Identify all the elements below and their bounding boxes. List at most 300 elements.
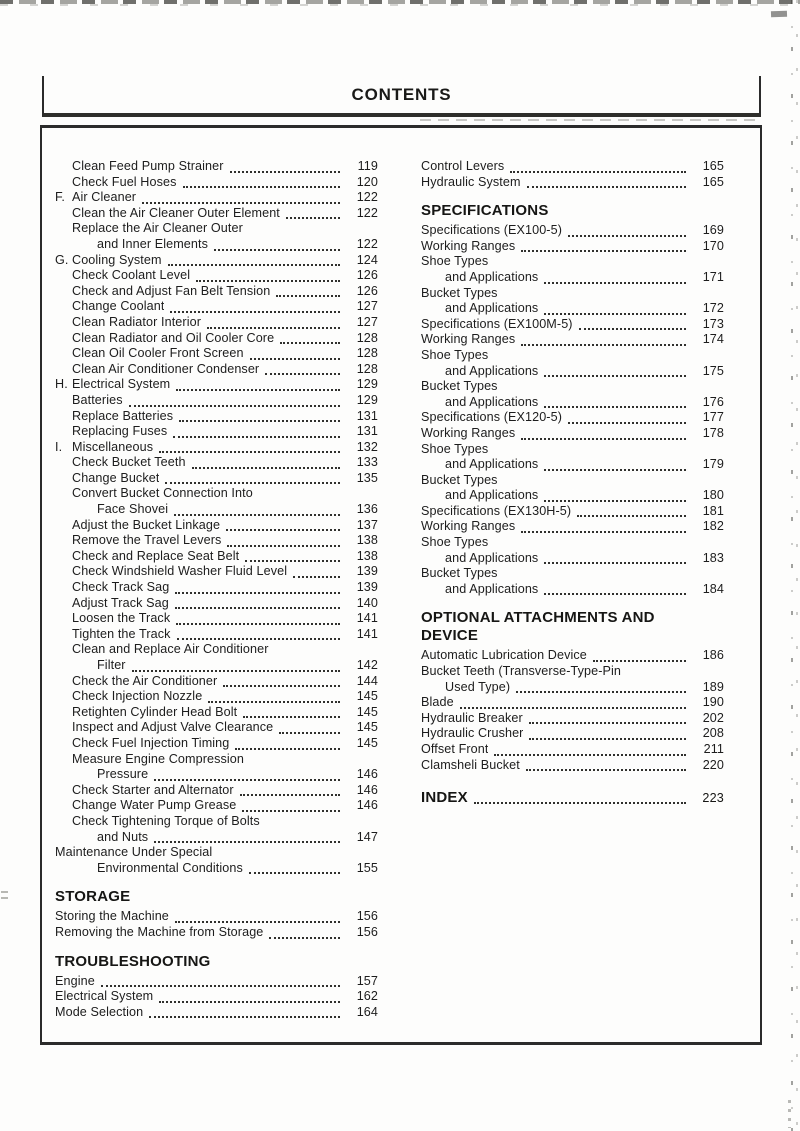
- toc-entry: [55, 424, 378, 440]
- dot-leader: [175, 592, 340, 594]
- toc-entry: [55, 268, 378, 284]
- page-number: 138: [356, 548, 378, 563]
- toc-entry: [55, 1005, 378, 1021]
- dot-leader: [230, 171, 340, 173]
- toc-entry: [55, 861, 378, 877]
- page-number: 146: [356, 767, 378, 782]
- dot-leader: [227, 545, 340, 547]
- toc-entry: [421, 473, 724, 489]
- toc-entry: [55, 658, 378, 674]
- page-number: 145: [356, 735, 378, 750]
- entry-title: Working Ranges: [421, 425, 516, 440]
- entry-title: Shoe Types: [421, 347, 489, 362]
- entry-title: Hydraulic Crusher: [421, 726, 524, 741]
- page-number: 190: [702, 695, 724, 710]
- dot-leader: [521, 344, 686, 346]
- page-number: 179: [702, 457, 724, 472]
- dot-leader: [192, 467, 340, 469]
- toc-entry: [421, 457, 724, 473]
- dot-leader: [527, 186, 686, 188]
- dot-leader: [544, 593, 686, 595]
- entry-title: Check Windshield Washer Fluid Level: [72, 564, 288, 579]
- toc-entry: [55, 627, 378, 643]
- page-number: 181: [702, 503, 724, 518]
- dot-leader: [544, 282, 686, 284]
- toc-entry: [55, 471, 378, 487]
- toc-entry: [421, 286, 724, 302]
- toc-entry: [421, 680, 724, 696]
- entry-title: Hydraulic Breaker: [421, 710, 523, 725]
- page-number: 144: [356, 673, 378, 688]
- toc-entry: [55, 486, 378, 502]
- toc-entry: [55, 299, 378, 315]
- entry-title: and Applications: [445, 394, 539, 409]
- entry-title: Electrical System: [55, 989, 154, 1004]
- page-number: 156: [356, 924, 378, 939]
- entry-letter: G.: [55, 252, 69, 267]
- page-number: 145: [356, 704, 378, 719]
- page-number: 128: [356, 330, 378, 345]
- entry-title: and Applications: [445, 269, 539, 284]
- entry-title: Clean and Replace Air Conditioner: [72, 642, 269, 657]
- page-number: 172: [702, 301, 724, 316]
- dot-leader: [208, 701, 340, 703]
- dot-leader: [544, 406, 686, 408]
- entry-title: Clean the Air Cleaner Outer Element: [72, 205, 280, 220]
- entry-title: Used Type): [445, 679, 511, 694]
- dot-leader: [579, 328, 686, 330]
- page-number: 186: [702, 648, 724, 663]
- toc-entry: [421, 332, 724, 348]
- page-number: 165: [702, 159, 724, 173]
- entry-title: and Applications: [445, 550, 539, 565]
- entry-title: Specifications (EX130H-5): [421, 503, 572, 518]
- page-number: 140: [356, 595, 378, 610]
- dot-leader: [196, 280, 340, 282]
- dot-leader: [250, 358, 340, 360]
- entry-title: Clean Radiator Interior: [72, 314, 201, 329]
- contents-box: [40, 125, 762, 1045]
- page-number: 176: [702, 394, 724, 409]
- scan-artifact-right-edge-2: [796, 0, 798, 1131]
- dot-leader: [165, 482, 340, 484]
- page-number: 133: [356, 455, 378, 470]
- toc-entry: [55, 159, 378, 175]
- dot-leader: [494, 754, 686, 756]
- entry-title: Specifications (EX100-5): [421, 223, 562, 238]
- dot-leader: [249, 872, 340, 874]
- page-number: 146: [356, 798, 378, 813]
- page-number: 157: [356, 973, 378, 988]
- page-number: 139: [356, 580, 378, 595]
- toc-entry: [421, 395, 724, 411]
- page-number: 189: [702, 679, 724, 694]
- toc-entry: [55, 845, 378, 861]
- toc-entry: [421, 254, 724, 270]
- toc-entry: [55, 798, 378, 814]
- toc-entry: [55, 830, 378, 846]
- entry-title: Air Cleaner: [72, 190, 137, 205]
- entry-title: Working Ranges: [421, 332, 516, 347]
- page-number: 156: [356, 909, 378, 924]
- dot-leader: [175, 607, 340, 609]
- toc-entry: [55, 736, 378, 752]
- entry-title: Convert Bucket Connection Into: [72, 486, 253, 501]
- toc-entry: [421, 317, 724, 333]
- toc-entry: [55, 190, 378, 206]
- dot-leader: [568, 422, 686, 424]
- dot-leader: [175, 921, 340, 923]
- section-heading: [55, 888, 335, 906]
- entry-title: Clean Radiator and Oil Cooler Core: [72, 330, 275, 345]
- scan-artifact-speck: [771, 11, 787, 18]
- toc-entry: [421, 426, 724, 442]
- page-number: 145: [356, 689, 378, 704]
- toc-entry: [421, 442, 724, 458]
- toc-entry: [421, 742, 724, 758]
- page-number: 182: [702, 519, 724, 534]
- toc-entry: [421, 159, 724, 175]
- dot-leader: [516, 691, 686, 693]
- entry-title: Bucket Types: [421, 379, 498, 394]
- entry-title: Specifications (EX120-5): [421, 410, 562, 425]
- dot-leader: [242, 810, 340, 812]
- toc-entry: [421, 582, 724, 598]
- entry-title: Miscellaneous: [72, 439, 154, 454]
- page-number: 122: [356, 205, 378, 220]
- entry-title: Storing the Machine: [55, 909, 169, 924]
- dot-leader: [529, 738, 686, 740]
- dot-leader: [568, 235, 686, 237]
- entry-title: Check and Replace Seat Belt: [72, 548, 240, 563]
- dot-leader: [529, 722, 686, 724]
- dot-leader: [226, 529, 340, 531]
- entry-title: Mode Selection: [55, 1004, 144, 1019]
- toc-entry: [55, 315, 378, 331]
- dot-leader: [149, 1016, 340, 1018]
- entry-title: Check Fuel Injection Timing: [72, 735, 230, 750]
- entry-title: and Applications: [445, 301, 539, 316]
- section-heading: [421, 789, 724, 807]
- page-number: 122: [356, 190, 378, 205]
- toc-entry: [55, 989, 378, 1005]
- entry-title: Check Track Sag: [72, 580, 170, 595]
- page-number: 139: [356, 564, 378, 579]
- page-number: 145: [356, 720, 378, 735]
- dot-leader: [159, 451, 340, 453]
- scan-artifact-dashes: [420, 119, 760, 121]
- entry-title: Bucket Teeth (Transverse-Type-Pin: [421, 664, 621, 679]
- toc-entry: [55, 580, 378, 596]
- dot-leader: [269, 937, 340, 939]
- toc-entry: [55, 674, 378, 690]
- toc-entry: [55, 533, 378, 549]
- entry-title: Environmental Conditions: [97, 860, 243, 875]
- dot-leader: [243, 716, 340, 718]
- page-number: 128: [356, 346, 378, 361]
- toc-entry: [421, 758, 724, 774]
- dot-leader: [235, 748, 340, 750]
- toc-entry: [55, 814, 378, 830]
- entry-title: Pressure: [97, 767, 149, 782]
- page-number: 211: [703, 742, 724, 756]
- toc-entry: [421, 566, 724, 582]
- entry-title: Batteries: [72, 392, 123, 407]
- entry-title: Shoe Types: [421, 535, 489, 550]
- dot-leader: [293, 576, 340, 578]
- entry-title: Replace Batteries: [72, 408, 174, 423]
- dot-leader: [245, 560, 340, 562]
- entry-title: Shoe Types: [421, 254, 489, 269]
- section-heading: [421, 609, 701, 645]
- page-number: 220: [702, 757, 724, 772]
- dot-leader: [544, 313, 686, 315]
- toc-entry: [421, 695, 724, 711]
- toc-entry: [55, 720, 378, 736]
- scan-artifact-bottom-right: [788, 1100, 791, 1128]
- entry-title: Check Coolant Level: [72, 268, 191, 283]
- dot-leader: [154, 841, 340, 843]
- entry-title: Check Injection Nozzle: [72, 689, 203, 704]
- entry-title: Bucket Types: [421, 285, 498, 300]
- dot-leader: [207, 327, 340, 329]
- toc-entry: [55, 689, 378, 705]
- entry-title: Control Levers: [421, 159, 505, 173]
- toc-entry: [55, 752, 378, 768]
- toc-entry: [55, 221, 378, 237]
- entry-title: Specifications (EX100M-5): [421, 316, 573, 331]
- entry-title: Automatic Lubrication Device: [421, 648, 587, 663]
- dot-leader: [132, 670, 340, 672]
- toc-entry: [55, 377, 378, 393]
- section-heading-text: TROUBLESHOOTING: [55, 952, 211, 970]
- entry-title: and Applications: [445, 581, 539, 596]
- page-number: 184: [702, 581, 724, 596]
- entry-title: and Nuts: [97, 829, 149, 844]
- entry-title: Replace the Air Cleaner Outer: [72, 221, 243, 236]
- entry-title: Hydraulic System: [421, 174, 521, 189]
- toc-entry: [55, 346, 378, 362]
- dot-leader: [460, 707, 686, 709]
- dot-leader: [544, 469, 686, 471]
- toc-entry: [55, 393, 378, 409]
- dot-leader: [183, 186, 341, 188]
- dot-leader: [173, 436, 340, 438]
- toc-entry: [55, 518, 378, 534]
- page-number: 202: [702, 710, 724, 725]
- entry-title: Bucket Types: [421, 472, 498, 487]
- toc-entry: [55, 783, 378, 799]
- dot-leader: [214, 249, 340, 251]
- page-number: 135: [356, 470, 378, 485]
- page-number: 120: [356, 174, 378, 189]
- entry-title: Change Coolant: [72, 299, 165, 314]
- entry-title: Replacing Fuses: [72, 424, 168, 439]
- toc-entry: [55, 767, 378, 783]
- page-number: 124: [356, 252, 378, 267]
- page-number: 136: [356, 502, 378, 517]
- toc-entry: [421, 223, 724, 239]
- section-heading: [421, 202, 701, 220]
- dot-leader: [510, 171, 686, 173]
- page-number: 169: [702, 223, 724, 238]
- entry-title: Tighten the Track: [72, 626, 171, 641]
- toc-entry: [55, 362, 378, 378]
- contents-header-box: [42, 76, 761, 117]
- page-number: 146: [356, 782, 378, 797]
- toc-entry: [421, 364, 724, 380]
- dot-leader: [240, 794, 340, 796]
- entry-title: Maintenance Under Special: [55, 845, 213, 860]
- toc-entry: [55, 549, 378, 565]
- entry-title: Change Bucket: [72, 470, 160, 485]
- page-number: 122: [356, 236, 378, 251]
- toc-entry: [421, 488, 724, 504]
- toc-entry: [55, 611, 378, 627]
- page-number: 137: [356, 517, 378, 532]
- entry-title: Loosen the Track: [72, 611, 171, 626]
- entry-title: and Applications: [445, 488, 539, 503]
- page-number: 127: [356, 299, 378, 314]
- toc-entry: [55, 564, 378, 580]
- dot-leader: [174, 514, 340, 516]
- entry-title: Engine: [55, 973, 95, 988]
- page-number: 173: [702, 316, 724, 331]
- dot-leader: [526, 769, 686, 771]
- entry-title: Remove the Travel Levers: [72, 533, 222, 548]
- toc-entry: [55, 409, 378, 425]
- page-number: 155: [356, 860, 378, 875]
- entry-title: and Applications: [445, 363, 539, 378]
- page-number: 180: [702, 488, 724, 503]
- dot-leader: [279, 732, 340, 734]
- page-number: 131: [356, 408, 378, 423]
- dot-leader: [154, 779, 340, 781]
- dot-leader: [544, 375, 686, 377]
- entry-title: Working Ranges: [421, 238, 516, 253]
- toc-entry: [55, 642, 378, 658]
- entry-title: Shoe Types: [421, 441, 489, 456]
- page-number: 142: [356, 658, 378, 672]
- section-heading-text: STORAGE: [55, 888, 131, 906]
- dot-leader: [286, 217, 340, 219]
- entry-title: Change Water Pump Grease: [72, 798, 237, 813]
- toc-entry: [55, 284, 378, 300]
- dot-leader: [544, 500, 686, 502]
- dot-leader: [521, 250, 686, 252]
- page-number: 171: [702, 269, 724, 284]
- dot-leader: [577, 515, 686, 517]
- toc-entry: [55, 253, 378, 269]
- toc-entry: [421, 519, 724, 535]
- dot-leader: [521, 438, 686, 440]
- entry-title: Check Fuel Hoses: [72, 174, 177, 189]
- entry-letter: H.: [55, 377, 68, 392]
- entry-letter: I.: [55, 439, 63, 454]
- dot-leader: [168, 264, 340, 266]
- entry-title: Clamsheli Bucket: [421, 757, 520, 772]
- entry-title: and Inner Elements: [97, 236, 209, 251]
- entry-title: Blade: [421, 695, 454, 710]
- dot-leader: [593, 660, 686, 662]
- entry-letter: F.: [55, 190, 65, 205]
- entry-title: Electrical System: [72, 377, 171, 392]
- entry-title: and Applications: [445, 457, 539, 472]
- section-heading-text: INDEX: [421, 789, 468, 807]
- toc-entry: [421, 664, 724, 680]
- section-heading: [55, 953, 335, 971]
- entry-title: Working Ranges: [421, 519, 516, 534]
- dot-leader: [129, 405, 340, 407]
- dot-leader: [177, 638, 340, 640]
- entry-title: Check the Air Conditioner: [72, 673, 218, 688]
- toc-entry: [421, 551, 724, 567]
- entry-title: Bucket Types: [421, 566, 498, 581]
- toc-column-left: [55, 159, 378, 1020]
- entry-title: Retighten Cylinder Head Bolt: [72, 704, 238, 719]
- entry-title: Measure Engine Compression: [72, 751, 245, 766]
- page-number: 223: [702, 791, 724, 806]
- page-number: 162: [356, 989, 378, 1004]
- scan-artifact-left-mark: [1, 891, 8, 900]
- page-number: 127: [356, 314, 378, 329]
- entry-title: Adjust the Bucket Linkage: [72, 517, 221, 532]
- entry-title: Check and Adjust Fan Belt Tension: [72, 283, 271, 298]
- entry-title: Clean Feed Pump Strainer: [72, 159, 224, 173]
- page-number: 165: [702, 174, 724, 189]
- page-number: 129: [356, 392, 378, 407]
- entry-title: Offset Front: [421, 742, 489, 756]
- page-number: 147: [356, 829, 378, 844]
- toc-entry: [55, 974, 378, 990]
- dot-leader: [170, 311, 340, 313]
- dot-leader: [142, 202, 340, 204]
- dot-leader: [223, 685, 340, 687]
- scan-artifact-top-edge-2: [0, 4, 800, 6]
- section-heading-text: OPTIONAL ATTACHMENTS AND DEVICE: [421, 609, 655, 645]
- page-number: 138: [356, 533, 378, 548]
- dot-leader: [276, 295, 340, 297]
- toc-entry: [55, 206, 378, 222]
- toc-entry: [421, 410, 724, 426]
- toc-entry: [421, 239, 724, 255]
- entry-title: Clean Oil Cooler Front Screen: [72, 346, 244, 361]
- page-number: 141: [356, 611, 378, 626]
- page-number: 183: [702, 550, 724, 565]
- dot-leader: [179, 420, 340, 422]
- entry-title: Filter: [97, 658, 126, 672]
- page-number: 129: [356, 377, 378, 392]
- dot-leader: [101, 985, 340, 987]
- entry-title: Check Bucket Teeth: [72, 455, 186, 470]
- toc-entry: [55, 237, 378, 253]
- entry-title: Inspect and Adjust Valve Clearance: [72, 720, 274, 735]
- entry-title: Adjust Track Sag: [72, 595, 169, 610]
- page-title: CONTENTS: [351, 84, 452, 104]
- page-number: 132: [356, 439, 378, 454]
- toc-entry: [55, 331, 378, 347]
- entry-title: Cooling System: [72, 252, 162, 267]
- page-number: 178: [702, 425, 724, 440]
- entry-title: Check Starter and Alternator: [72, 782, 234, 797]
- dot-leader: [280, 342, 340, 344]
- entry-title: Clean Air Conditioner Condenser: [72, 361, 260, 376]
- toc-entry: [421, 504, 724, 520]
- dot-leader: [176, 623, 340, 625]
- page-number: 170: [702, 238, 724, 253]
- entry-title: Removing the Machine from Storage: [55, 924, 264, 939]
- dot-leader: [159, 1001, 340, 1003]
